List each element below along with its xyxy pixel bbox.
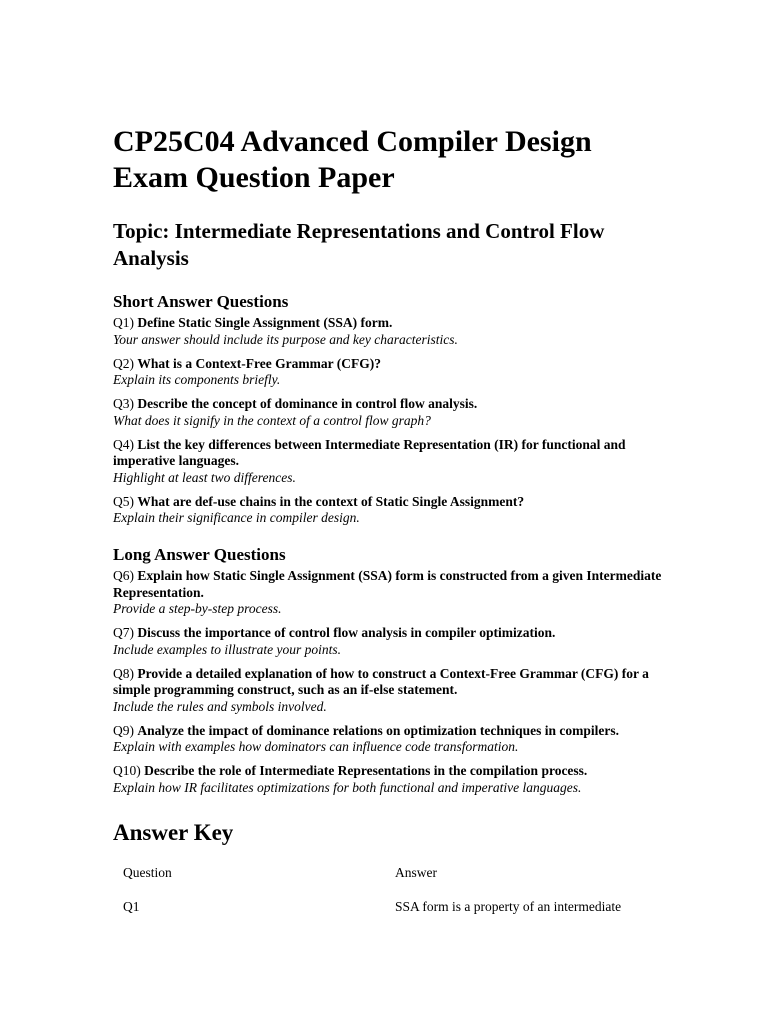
- question-number: Q3): [113, 396, 134, 411]
- question-number: Q4): [113, 436, 134, 452]
- long-answer-heading: Long Answer Questions: [113, 545, 286, 564]
- question-text: Describe the role of Intermediate Representations in the compilation process.: [144, 763, 588, 778]
- question-number: Q5): [113, 493, 134, 509]
- question-item: [113, 315, 673, 348]
- exam-title: CP25C04 Advanced Compiler Design Exam Question Paper: [113, 125, 592, 194]
- answer-key-table: [113, 856, 673, 924]
- question-number: Q1): [113, 315, 134, 330]
- question-item: [113, 356, 673, 389]
- question-number: Q2): [113, 355, 134, 371]
- answer-key-header-cell: Answer: [395, 864, 437, 880]
- question-item: [113, 494, 673, 527]
- question-hint: Explain its components briefly.: [113, 372, 281, 387]
- answer-key-row: [113, 890, 673, 924]
- question-hint: Highlight at least two differences.: [113, 469, 296, 485]
- answer-key-cell: SSA form is a property of an intermediate: [395, 898, 622, 914]
- question-hint: Explain their significance in compiler design.: [113, 510, 360, 525]
- question-hint: Explain with examples how dominators can influence code transformation.: [113, 739, 519, 754]
- topic-heading: Topic: Intermediate Representations and Control Flow Analysis: [113, 219, 605, 270]
- question-hint: Explain how IR facilitates optimizations for both functional and imperative languages.: [113, 779, 582, 795]
- question-text: What is a Context-Free Grammar (CFG)?: [137, 355, 381, 371]
- question-hint: What does it signify in the context of a control flow graph?: [113, 412, 431, 428]
- question-item: [113, 763, 673, 796]
- answer-key-header-cell: Question: [123, 864, 172, 880]
- long-question-list: [113, 568, 673, 796]
- question-hint: Include examples to illustrate your points.: [113, 641, 341, 657]
- question-text: Discuss the importance of control flow analysis in compiler optimization.: [137, 625, 556, 640]
- question-text: Describe the concept of dominance in control flow analysis.: [137, 396, 478, 411]
- question-text: Analyze the impact of dominance relations on optimization techniques in compilers.: [137, 722, 619, 738]
- question-number: Q6): [113, 568, 134, 583]
- question-item: [113, 625, 673, 658]
- question-item: [113, 723, 673, 756]
- answer-key-heading: Answer Key: [113, 819, 234, 845]
- question-item: [113, 437, 673, 486]
- question-item: [113, 568, 673, 617]
- question-number: Q8): [113, 665, 134, 681]
- question-hint: Include the rules and symbols involved.: [113, 698, 327, 714]
- question-text: What are def-use chains in the context of Static Single Assignment?: [137, 493, 525, 509]
- answer-key-cell: Q1: [123, 898, 140, 914]
- question-text: Provide a detailed explanation of how to construct a Context-Free Grammar (CFG) for a simple programming construct, such as an if-else statement.: [113, 665, 649, 697]
- question-hint: Your answer should include its purpose and key characteristics.: [113, 331, 458, 347]
- short-question-list: [113, 315, 673, 526]
- question-hint: Provide a step-by-step process.: [113, 601, 282, 616]
- document-content: [113, 124, 673, 924]
- question-number: Q7): [113, 625, 134, 640]
- question-number: Q9): [113, 722, 134, 738]
- question-item: [113, 396, 673, 429]
- question-text: List the key differences between Intermediate Representation (IR) for functional and imperative languages.: [113, 436, 626, 468]
- short-answer-heading: Short Answer Questions: [113, 292, 289, 311]
- question-text: Define Static Single Assignment (SSA) form.: [137, 315, 393, 330]
- answer-key-header-row: [113, 856, 673, 890]
- question-item: [113, 666, 673, 715]
- question-number: Q10): [113, 763, 141, 778]
- question-text: Explain how Static Single Assignment (SSA) form is constructed from a given Intermediate Representation.: [113, 568, 662, 600]
